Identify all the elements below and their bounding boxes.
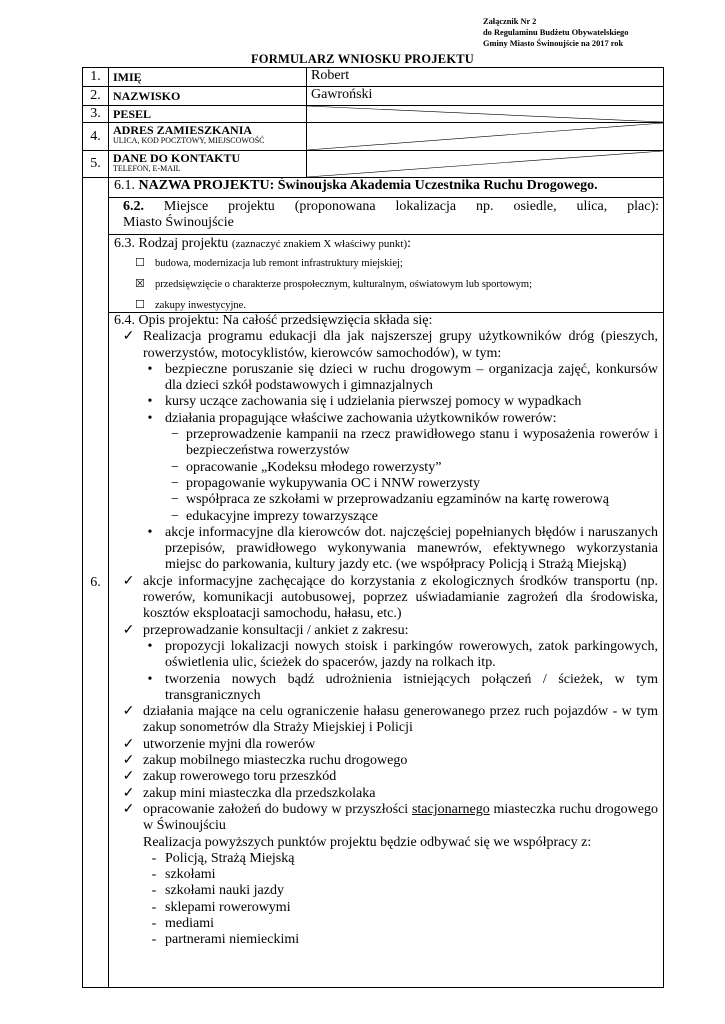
project-type-label: 6.3. Rodzaj projektu [114,236,229,251]
row-number: 2. [83,87,109,106]
list-item: • akcje informacyjne dla kierowców dot. najczęściej popełnianych błędów i naruszanych przepisów, prawidłowego wykonywania manewrów, efektywnego wykorzystania miejsc do parkowania, kultury jazdy etc. (we współpracy Policją i Strażą Miejską) [114,525,658,574]
row-project-description [83,313,664,988]
project-location-value[interactable]: Miasto Świnoujście [123,215,234,230]
checked-box-icon[interactable]: ☒ [135,278,145,290]
contact-label: DANE DO KONTAKTU [113,151,241,165]
bullet-icon: • [147,394,153,410]
row-pesel [83,106,664,123]
row-contact [83,151,664,178]
hyphen-icon: - [151,883,157,899]
hyphen-icon: - [151,915,157,931]
row-project-location [83,198,664,235]
checkmark-icon: ✓ [122,573,135,589]
checkmark-icon: ✓ [122,801,135,817]
bullet-icon: • [147,671,153,687]
underlined-word: stacjonarnego [411,801,490,817]
project-name-value[interactable]: Świnoujska Akademia Uczestnika Ruchu Drogowego. [277,178,598,193]
list-item: ✓ zakup rowerowego toru przeszkód [114,769,658,785]
project-type-option-investment[interactable]: ☐ zakupy inwestycyjne. [135,299,246,311]
checkmark-icon: ✓ [122,736,135,752]
project-type-option-social[interactable]: ☒ przedsięwzięcie o charakterze prospołecznym, kulturalnym, oświatowym lub sportowym; [135,278,533,290]
row-project-type [83,235,664,313]
project-location-section [109,198,664,235]
field-label-address [109,123,307,151]
address-field[interactable] [307,123,664,151]
list-item: • kursy uczące zachowania się i udzielania pierwszej pomocy w wypadkach [114,394,658,410]
project-description-heading: 6.4. Opis projektu: Na całość przedsięwzięcia składa się: [114,313,433,328]
contact-field[interactable] [307,151,664,178]
checkmark-icon: ✓ [122,785,135,801]
crossed-out-line [307,151,663,177]
list-item: - Policją, Strażą Miejską [114,851,658,867]
contact-hint: TELEFON, E-MAIL [113,164,181,173]
cooperation-intro: Realizacja powyższych punktów projektu będzie odbywać się we współpracy z: [143,834,592,850]
field-label-last-name: NAZWISKO [109,87,307,106]
field-label-first-name: IMIĘ [109,68,307,87]
checkmark-icon: ✓ [122,769,135,785]
project-name-label: NAZWA PROJEKTU: [138,178,275,193]
bullet-icon: • [147,361,153,377]
list-item: ✓ Realizacja programu edukacji dla jak najszerszej grupy użytkowników dróg (pieszych, rowerzystów, motocyklistów, kierowców samochodów), w tym: [114,329,658,362]
list-item: ✓ opracowanie założeń do budowy w przyszłości stacjonarnego miasteczka ruchu drogowego w Świnoujściu [114,802,658,835]
dash-icon: − [171,508,179,524]
page-title: FORMULARZ WNIOSKU PROJEKTU [250,52,475,66]
project-description-section [109,313,664,988]
field-label-pesel: PESEL [109,106,307,123]
list-item: ✓ zakup mini miasteczka dla przedszkolaka [114,786,658,802]
list-item: ✓ utworzenie myjni dla rowerów [114,737,658,753]
hyphen-icon: - [151,899,157,915]
annex-line-3: Gminy Miasto Świnoujście na 2017 rok [483,39,624,48]
project-type-section: 6.3. Rodzaj projektu (zaznaczyć znakiem X właściwy punkt): ☐ budowa, modernizacja lub remont infrastruktury miejskiej; ☒ przedsięwzięcie o charakterze prospołecznym, kulturalnym, oświatowym lub sportowym; ☐ zakupy inwestycyjne. [109,235,664,313]
list-item: − propagowanie wykupywania OC i NNW rowerzysty [114,476,658,492]
hyphen-icon: - [151,867,157,883]
last-name-field[interactable]: Gawroński [307,87,664,106]
list-item: • bezpieczne poruszanie się dzieci w ruchu drogowym – organizacja zajęć, konkursów dla dzieci szkół podstawowych i gimnazjalnych [114,362,658,395]
first-name-field[interactable]: Robert [307,68,664,87]
annex-line-2: do Regulaminu Budżetu Obywatelskiego [483,28,629,37]
annex-note [483,16,628,49]
application-form-table [82,67,664,988]
list-item: ✓ akcje informacyjne zachęcające do korzystania z ekologicznych środków transportu (np. rowerów, komunikacji autobusowej, poprzez uświadamianie zagrożeń dla środowiska, kosztów eksploatacji samochodu, hałasu, etc.) [114,574,658,623]
crossed-out-line [307,123,663,150]
crossed-out-line [307,106,663,122]
list-item: • propozycji lokalizacji nowych stoisk i parkingów rowerowych, zatok parkingowych, oświetlenia ulic, ścieżek do spacerów, jazdy na rolkach itp. [114,639,658,672]
dash-icon: − [171,492,179,508]
list-item: − opracowanie „Kodeksu młodego rowerzysty” [114,460,658,476]
field-label-contact [109,151,307,178]
list-item: - partnerami niemieckimi [114,932,658,948]
row-number: 5. [83,151,109,178]
unchecked-box-icon[interactable]: ☐ [135,299,145,311]
checkmark-icon: ✓ [122,704,135,720]
list-item: ✓ zakup mobilnego miasteczka ruchu drogowego [114,753,658,769]
unchecked-box-icon[interactable]: ☐ [135,257,145,269]
list-item: - sklepami rowerowymi [114,900,658,916]
dash-icon: − [171,427,179,443]
row-address [83,123,664,151]
list-item: ✓ działania mające na celu ograniczenie hałasu generowanego przez ruch pojazdów - w tym zakup sonometrów dla Straży Miejskiej i Policji [114,704,658,737]
checkmark-icon: ✓ [122,329,135,345]
annex-line-1: Załącznik Nr 2 [483,17,537,26]
dash-icon: − [171,475,179,491]
checkmark-icon: ✓ [122,622,135,638]
bullet-icon: • [147,524,153,540]
section-number: 6.1. [114,178,135,193]
pesel-field[interactable] [307,106,664,123]
row-number: 6. [83,178,109,988]
list-item: - szkołami nauki jazdy [114,883,658,899]
hyphen-icon: - [151,932,157,948]
row-number: 4. [83,123,109,151]
list-item: - szkołami [114,867,658,883]
project-name-section [109,178,664,198]
row-first-name [83,68,664,87]
list-item: − współpraca ze szkołami w przeprowadzaniu egzaminów na kartę rowerową [114,492,658,508]
project-type-hint: (zaznaczyć znakiem X właściwy punkt) [231,238,408,250]
project-location-question: Miejsce projektu (proponowana lokalizacja np. osiedle, ulica, plac): [163,199,660,214]
row-last-name [83,87,664,106]
project-type-option-infrastructure[interactable]: ☐ budowa, modernizacja lub remont infrastruktury miejskiej; [135,257,403,269]
list-item: ✓ przeprowadzanie konsultacji / ankiet z zakresu: [114,623,658,639]
list-item: − edukacyjne imprezy towarzyszące [114,509,658,525]
address-hint: ULICA, KOD POCZTOWY, MIEJSCOWOŚĆ [113,136,265,145]
row-number: 1. [83,68,109,87]
list-item: • działania propagujące właściwe zachowania użytkowników rowerów: [114,411,658,427]
section-number: 6.2. [123,199,144,214]
dash-icon: − [171,459,179,475]
list-item: • tworzenia nowych bądź udrożnienia istniejących połączeń / ścieżek, w tym transgranicznych [114,672,658,705]
list-item: - mediami [114,916,658,932]
bullet-icon: • [147,410,153,426]
row-project-name [83,178,664,198]
checkmark-icon: ✓ [122,753,135,769]
bullet-icon: • [147,638,153,654]
address-label: ADRES ZAMIESZKANIA [113,123,253,137]
list-item: − przeprowadzenie kampanii na rzecz prawidłowego stanu i wyposażenia rowerów i bezpieczeństwa rowerzystów [114,427,658,460]
hyphen-icon: - [151,850,157,866]
row-number: 3. [83,106,109,123]
